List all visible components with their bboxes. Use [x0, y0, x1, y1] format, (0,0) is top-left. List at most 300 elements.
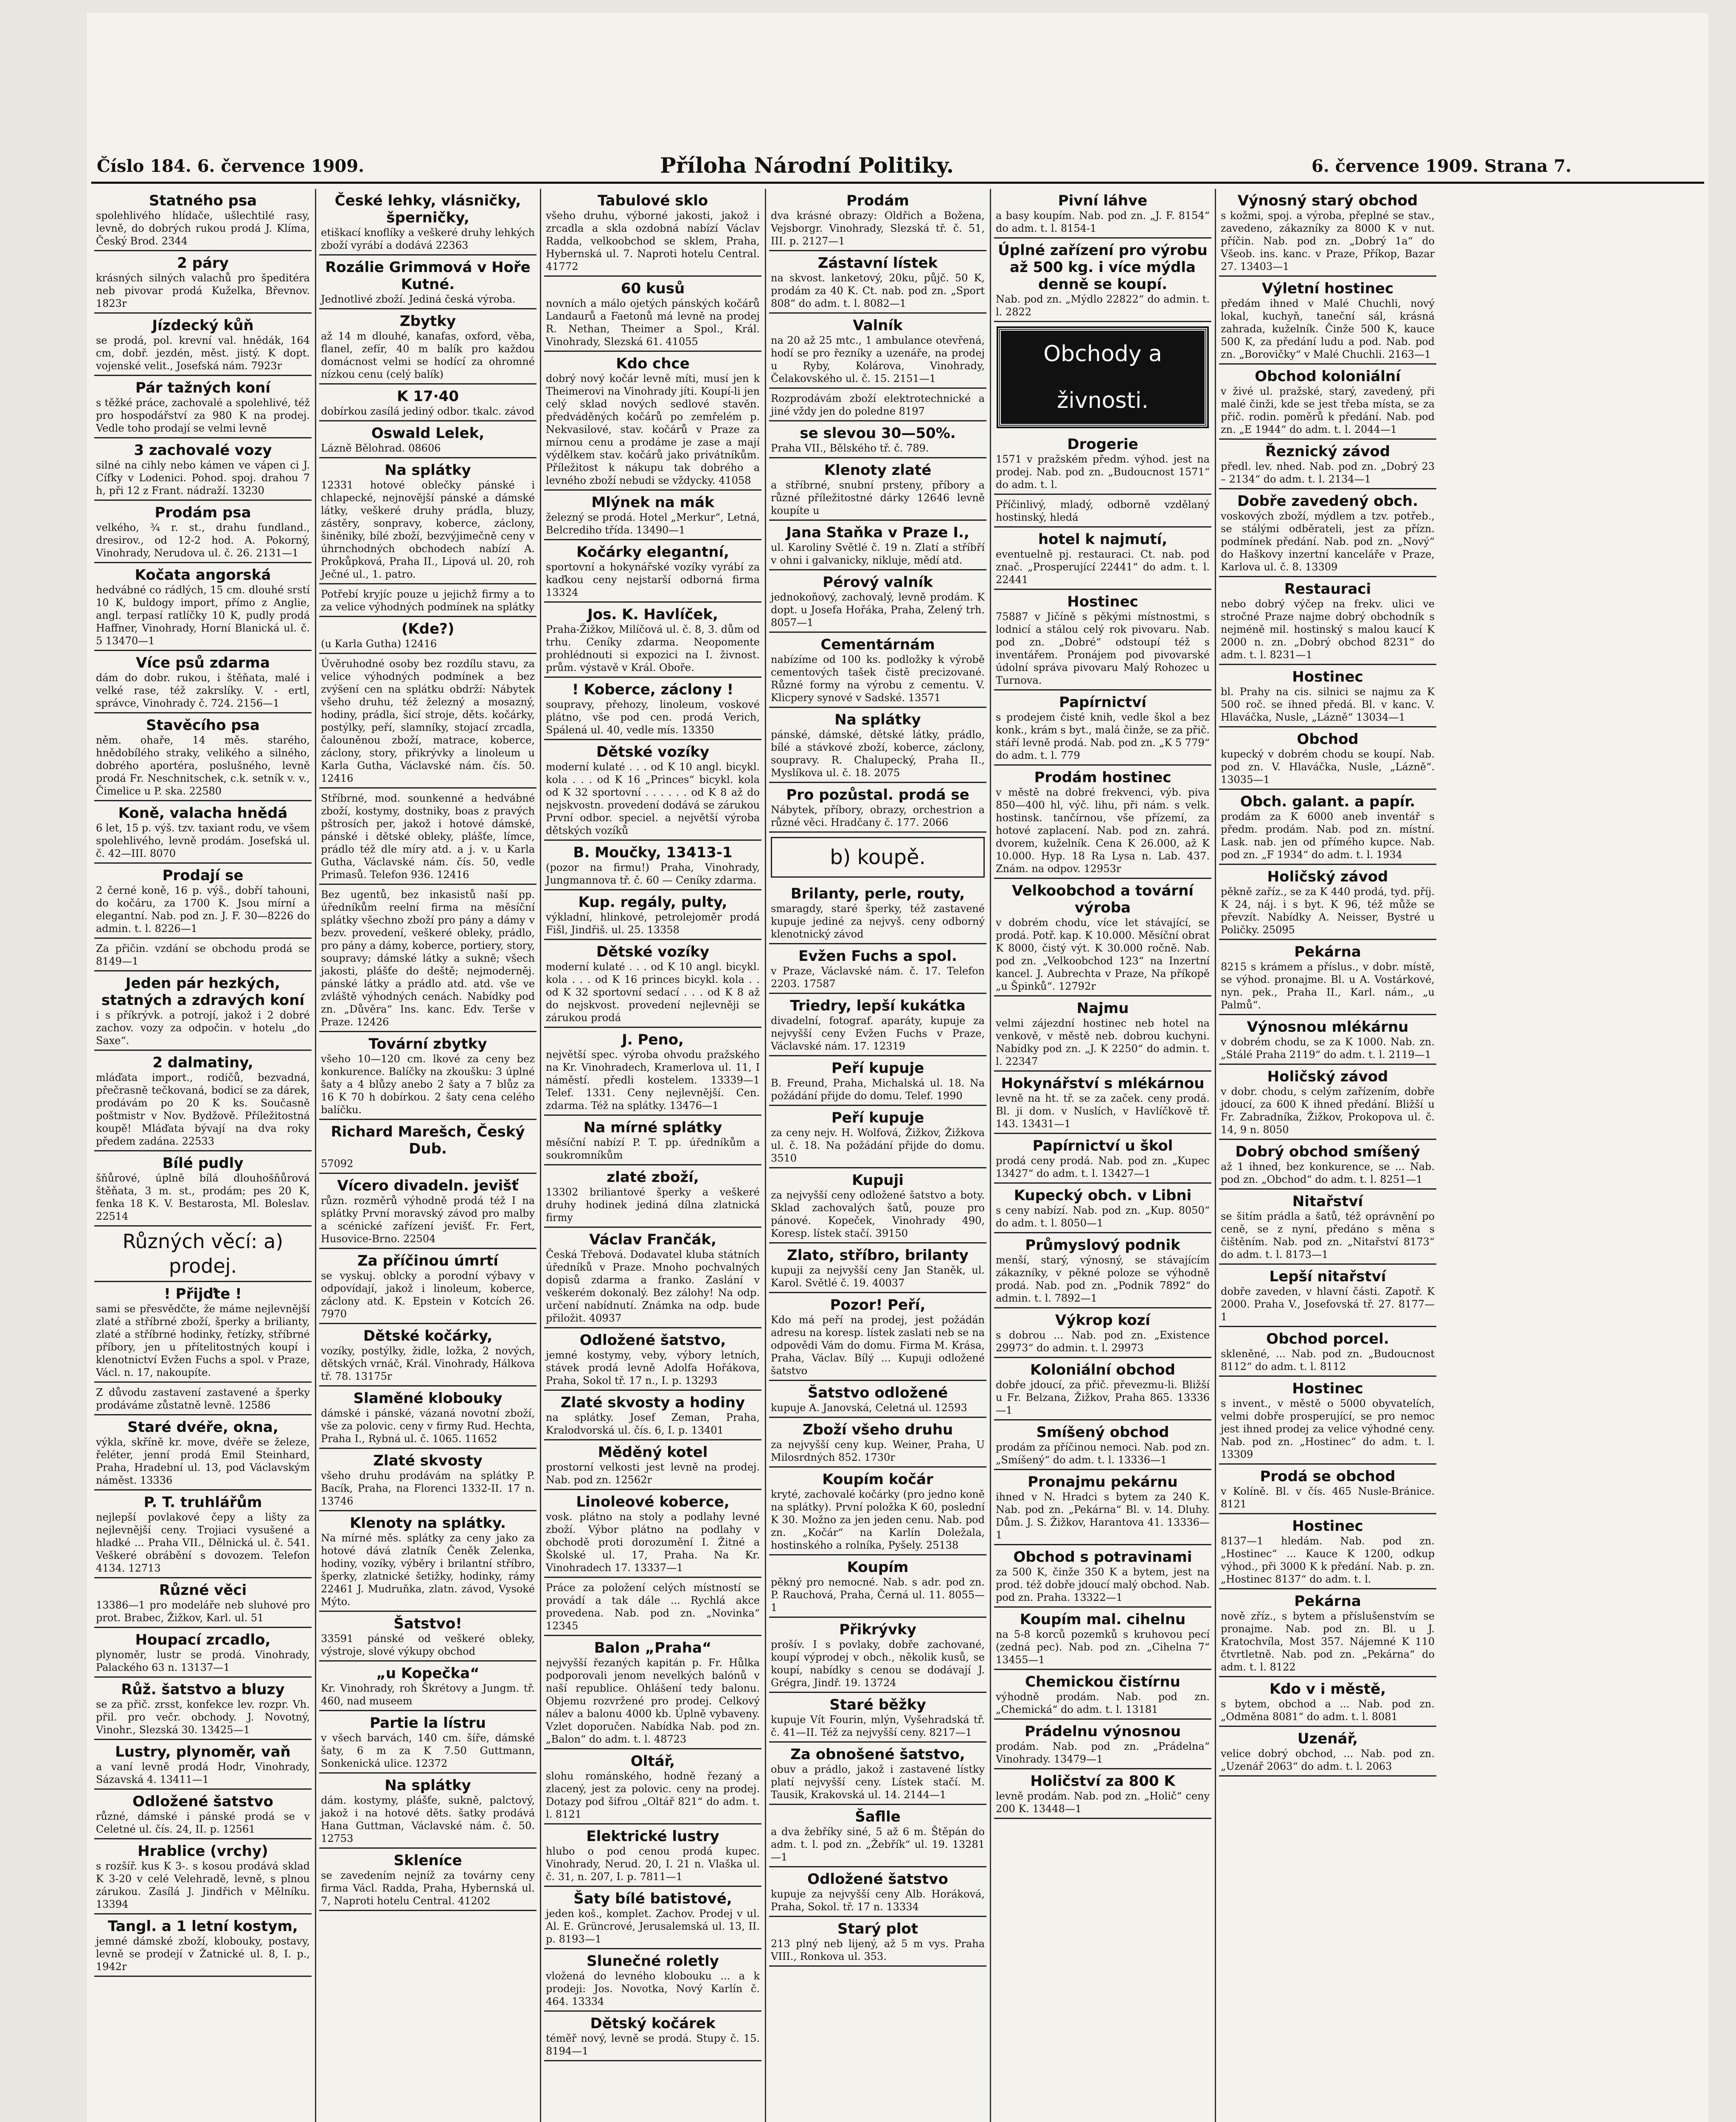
ad-body: všeho 10—120 cm. lkové za ceny bez konkurence. Balíčky na zkoušku: 3 úplné šaty a 4 blůzy anebo 2 šaty a 7 blůz za 16 K 70 h dobírkou. 2 šaty cena celého balíčku.: [321, 1053, 535, 1116]
ad-body: dám. kostymy, plášťe, sukně, palctový, jakož i na hotové děts. šatky prodává Hana Guttman, Václavské nám. č. 50. 12753: [321, 1794, 535, 1844]
ad-headline: Holičský závod: [1267, 868, 1388, 885]
ad-body: etiškací knoflíky a veškeré druhy lehkých zboží vyrábí a dodává 22363: [321, 227, 535, 251]
ad-headline: B. Moučky, 13413-1: [573, 844, 733, 861]
ad-body: všeho druhu prodávám na splátky P. Bacík, Praha, na Florenci 1332-II. 17 n. 13746: [321, 1470, 535, 1507]
ad-headline: Koupím: [847, 1559, 909, 1576]
ad-headline: Holičský závod: [1267, 1068, 1388, 1085]
ad-body: ul. Karoliny Světlé č. 19 n. Zlatí a stříbří v ohni i galvanicky, nikluje, mědí atd.: [771, 542, 985, 566]
ad-headline: Pekárna: [1294, 943, 1361, 960]
ad-headline: Najmu: [1076, 1000, 1129, 1017]
ad-body: měsíční nabízí P. T. pp. úředníkům a soukromníkům: [546, 1137, 760, 1161]
ad-body: jeden koš., komplet. Zachov. Prodej v ul. Al. E. Grüncrové, Jerusalemská ul. 13, II. p. 8193—1: [546, 1908, 760, 1945]
ad-headline: Rozálie Grimmová v Hoře Kutné.: [325, 259, 531, 293]
classified-ad: [769, 994, 986, 1056]
classified-ad: [1219, 489, 1436, 577]
ad-body: s těžké práce, zachovalé a spolehlivé, též pro hospodářství za 980 K na prodej. Vedle toho prodají se velmi levně: [96, 397, 310, 434]
ad-headline: Valník: [853, 317, 903, 334]
classified-ad: [1219, 277, 1436, 365]
ad-body: se vyskuj. oblcky a porodní výbavy v odpovídají, jakož i linoleum, koberce, záclony atd. K. Epstein v Kotcích 26. 7970: [321, 1270, 535, 1320]
classified-ad: [94, 1151, 312, 1227]
classified-ad: [1219, 865, 1436, 940]
classified-ad: [319, 421, 537, 458]
ad-headline: Kupecký obch. v Libni: [1014, 1187, 1192, 1204]
ad-body: v dobrém chodu, více let stávající, se prodá. Potř. kap. K 10.000. Měsíční obrat K 8000, čistý výt. K 30.000 ročně. Nab. pod zn. „Velkoobchod 123“ na Inzertní kancel. J. Aubrechta v Praze, Na příkopě „u Špinků“. 12792r: [996, 917, 1210, 992]
ad-headline: Jeden pár hezkých, statných a zdravých koní: [101, 975, 305, 1009]
ad-body: až 14 m dlouhé, kanafas, oxford, věba, flanel, zefír, 40 m balík pro každou domácnost velmi se hodící za ohromné nízkou cenu (celý balík): [321, 330, 535, 380]
ad-body: železný se prodá. Hotel „Merkur“, Letná, Belcrediho třída. 13490—1: [546, 511, 760, 536]
section-banner: Obchody a živnosti.: [998, 328, 1207, 427]
ad-headline: Růž. šatstvo a bluzy: [121, 1681, 285, 1698]
classified-ad: [319, 255, 537, 309]
classified-ad: [769, 251, 986, 314]
ad-body: dva krásné obrazy: Oldřich a Božena, Vejsborgr. Vinohrady, Slezská tř. č. 51, III. p. 2127—1: [771, 210, 985, 247]
classified-ad: [994, 1720, 1211, 1769]
classified-ad: [94, 651, 312, 713]
ad-body: 1571 v pražském předm. výhod. jest na prodej. Nab. pod zn. „Budoucnost 1571“ do adm. t. l.: [996, 453, 1210, 491]
ad-headline: Chemickou čistírnu: [1025, 1673, 1180, 1690]
ad-body: se zavedením nejníž za továrny ceny firma Václ. Radda, Praha, Hybernská ul. 7, Naproti hotelu Central. 41202: [321, 1869, 535, 1907]
ad-body: Kdo má peří na prodej, jest požádán adresu na koresp. lístek zaslati neb se na odpovědi Vám do domu. Firma M. Krása, Praha, Václav. Bílý ... Kupuji odložené šatstvo: [771, 1314, 985, 1377]
classified-ad: [319, 1387, 537, 1449]
ad-body: 8215 s krámem a příslus., v dobr. místě, se výhod. pronajme. Bl. u A. Vostárkové, nyn. pek., Praha II., Karl. nám., „u Palmů“.: [1221, 961, 1435, 1011]
classified-ad: [94, 1051, 312, 1151]
ad-body: obuv a prádlo, jakož i zastavené lístky platí nejvyšší ceny. Lístek stačí. M. Tausik, Krakovská ul. 14. 2144—1: [771, 1763, 985, 1801]
ad-headline: Prodám: [846, 192, 909, 209]
ad-body: ihned v N. Hradci s bytem za 240 K. Nab. pod zn. „Pekárna“ Bl. v. 14. Dluhy. Dům. J. S. Žižkov, Harantova 41. 13336—1: [996, 1491, 1210, 1541]
classified-ad: [994, 590, 1211, 690]
ad-body: až 1 ihned, bez konkurence, se ... Nab. pod zn. „Obchod“ do adm. t. l. 8251—1: [1221, 1161, 1435, 1185]
column-divider: [315, 189, 316, 2122]
ad-headline: Balon „Praha“: [594, 1639, 712, 1656]
ad-body: voskových zboží, mýdlem a tzv. potřeb., se stálými odběrateli, jest za přízn. podmínek předání. Nab. pod zn. „Nový“ do Haškovy inzertní kanceláře v Praze, Karlova ul. č. 8. 13309: [1221, 510, 1435, 573]
ad-headline: Staré dvéře, okna,: [127, 1419, 278, 1436]
ad-headline: Zlato, stříbro, brilanty: [787, 1247, 969, 1264]
ad-body: sportovní a hokynářské vozíky vyrábí za kaďkou ceny nejstarší odborná firma 13324: [546, 561, 760, 598]
classified-ad: [769, 1106, 986, 1168]
classified-ad: [319, 309, 537, 385]
classified-ad: [94, 563, 312, 651]
ad-body: Kr. Vinohrady, roh Škrétovy a Jungm. tř. 460, nad museem: [321, 1682, 535, 1707]
ad-body: kryté, zachovalé kočárky (pro jedno koně na splátky). První položka K 60, poslední K 30. Možno za jen jeden cenu. Nab. pod zn. „Kočár“ na Karlín Doležala, hostinského a rolníka, Pyšely. 25138: [771, 1488, 985, 1551]
ad-body: velice dobrý obchod, ... Nab. pod zn. „Uzenář 2063“ do adm. t. l. 2063: [1221, 1748, 1435, 1772]
ad-body: pěkně zaříz., se za K 440 prodá, tyd. příj. K 24, náj. i s byt. K 96, též může se převzít. Nabídky A. Neisser, Bystré u Poličky. 25095: [1221, 886, 1435, 936]
ad-headline: 2 dalmatiny,: [152, 1054, 253, 1071]
ad-body: prostorní velkosti jest levně na prodej. Nab. pod zn. 12562r: [546, 1461, 760, 1486]
section-heading: Různých věcí: a) prodej.: [94, 1227, 312, 1282]
ad-body: velkého, ¾ r. st., drahu fundland., dresirov., od 12-2 hod. A. Pokorný, Vinohrady, Nerudova ul. č. 26. 2131—1: [96, 522, 310, 559]
ad-headline: Úplné zařízení pro výrobu až 500 kg. i více mýdla denně se koupí.: [998, 242, 1208, 293]
ad-body: 75887 v Jičíně s pěkými místnostmi, s lodnicí a stálou celý rok pivovaru. Nab. pod zn. „Dobré“ odstoupí též s inventářem. Pronájem pod pivovarské údolní správa pivovaru Malý Rohozec u Turnova.: [996, 611, 1210, 686]
ad-headline: Pár tažných koní: [135, 379, 271, 396]
ad-headline: Přikrývky: [839, 1621, 916, 1638]
ad-body: hlubo o pod cenou prodá kupec. Vinohrady, Nerud. 20, I. 21 n. Vlaška ul. č. 31, n. 207, I. p. 7811—1: [546, 1845, 760, 1883]
ad-headline: Dětský kočárek: [590, 2015, 716, 2032]
ad-body: bl. Prahy na cis. silnici se najmu za K 500 roč. se ihned předá. Bl. v kanc. V. Hlaváčka, Nusle, „Lázně“ 13034—1: [1221, 686, 1435, 723]
classified-ad: [769, 1418, 986, 1468]
ad-body: nabízíme od 100 ks. podložky k výrobě cementových tašek čistě precizované. Různé formy na výrobu z cementu. V. Klicpery synové v Sadské. 13571: [771, 654, 985, 704]
ad-body: v Praze, Václavské nám. č. 17. Telefon 2203. 17587: [771, 965, 985, 990]
ad-body: předl. lev. nhed. Nab. pod zn. „Dobrý 23 – 2134“ do adm. t. l. 2134—1: [1221, 460, 1435, 485]
ad-body: B. Freund, Praha, Michalská ul. 18. Na požádání přijde do domu. Telef. 1990: [771, 1077, 985, 1102]
classified-ad: [544, 1887, 761, 1949]
classified-ad: [1219, 1190, 1436, 1265]
classified-ad: [94, 1578, 312, 1628]
classified-ad: [319, 1511, 537, 1612]
ad-headline: Uzenář,: [1297, 1730, 1358, 1747]
ad-headline: Koloniální obchod: [1030, 1361, 1176, 1378]
ad-headline: Houpací zrcadlo,: [135, 1631, 271, 1648]
classified-ad: [1219, 365, 1436, 440]
ad-headline: Obchod: [1297, 731, 1359, 748]
classified-ad: [769, 633, 986, 708]
ad-headline: Slunečné roletly: [587, 1953, 719, 1970]
ad-headline: „u Kopečka“: [376, 1665, 480, 1682]
ad-headline: Peří kupuje: [831, 1109, 924, 1126]
ad-headline: Jana Staňka v Praze I.,: [786, 524, 969, 541]
classified-ad: [769, 1867, 986, 1917]
ad-body: s dobrou ... Nab. pod zn. „Existence 29973“ do admin. t. l. 29973: [996, 1329, 1210, 1354]
classified-ad: [544, 1578, 761, 1636]
ad-body: Česká Třebová. Dodavatel kluba státních úředníků v Praze. Mnoho pochvalných dopisů zdarma a franko. Zaslání v veškerém dokonalý. Bez zálohy! Na odp. určení nabídnutí. Známka na odp. bude přiložit. 40937: [546, 1249, 760, 1324]
ad-headline: 2 páry: [177, 255, 229, 272]
ad-body: největší spec. výroba ohvodu pražského na Kr. Vinohradech, Kramerlova ul. 11, I náměstí. předli kostelem. 13339—1 Telef. 1331. Ceny nejlevnější. Cen. zdarma. Též na splátky. 13476—1: [546, 1049, 760, 1112]
classified-ad: [1219, 1727, 1436, 1777]
classified-ad: [319, 189, 537, 255]
ad-headline: Tangl. a 1 letní kostym,: [108, 1918, 298, 1935]
classified-ad: [1219, 1514, 1436, 1589]
ad-headline: Hostinec: [1292, 668, 1363, 685]
classified-ad: [544, 1949, 761, 2012]
classified-ad: [544, 2012, 761, 2061]
classified-ad: [544, 1228, 761, 1328]
ad-headline: Průmyslový podnik: [1025, 1237, 1180, 1254]
ad-headline: Klenoty zlaté: [824, 462, 932, 479]
ad-body: divadelní, fotograf. aparáty, kupuje za nejvyšší ceny Evžen Fuchs v Praze, Václavské nám. 17. 12319: [771, 1015, 985, 1052]
ad-headline: Kočárky elegantní,: [576, 544, 729, 561]
classified-ad: [1219, 189, 1436, 277]
ad-headline: Peří kupuje: [831, 1060, 924, 1077]
classified-ad: [1219, 1465, 1436, 1514]
classified-ad: [544, 1636, 761, 1749]
classified-ad: [544, 1440, 761, 1490]
classified-ad: [994, 432, 1211, 495]
ad-body: se za přič. zrsst, konfekce lev. rozpr. Vh. přil. pro večr. obchody. J. Novotný, Vinohr., Slezská 30. 13425—1: [96, 1698, 310, 1736]
ad-headline: Papírnictví u škol: [1032, 1137, 1173, 1154]
classified-ad: [994, 1608, 1211, 1670]
ad-body: v městě na dobré frekvenci, výb. piva 850—400 hl, výč. lihu, při nám. s velk. hostinsk. tančírnou, vše přízemí, za hotové zaplacení. Nab. pod zn. zahrá. dvorem, kuželník. Cena K 26.000, až K 10.000. Hyp. 18 Ra Lysa n. Lab. 437. Znám. na odpov. 12953r: [996, 786, 1210, 875]
classified-ad: [769, 189, 986, 251]
classified-ad: [544, 841, 761, 890]
classified-ad: [769, 1468, 986, 1555]
classified-ad: [769, 389, 986, 421]
ad-headline: Šaflle: [855, 1808, 901, 1825]
ad-body: se šitím prádla a šatů, též oprávnění po ceně, se z nyní, předáno s měna s čištěním. Nab. pod zn. „Nitařství 8173“ do adm. t. l. 8173—1: [1221, 1210, 1435, 1260]
ad-headline: Prodám hostinec: [1034, 769, 1171, 786]
classified-ad: [1219, 665, 1436, 727]
classified-ad: [994, 1308, 1211, 1358]
classified-ad: [994, 1769, 1211, 1819]
ad-body: kupuje Vít Fourin, mlýn, Vyšehradská tř. č. 41—II. Též za nejvyšší ceny. 8217—1: [771, 1714, 985, 1738]
ad-headline: Hrablice (vrchy): [138, 1843, 268, 1860]
ad-body: novních a málo ojetých pánských kočárů Landaurů a Faetonů má levně na prodej R. Nethan, Theimer a Spol., Král. Vinohrady, Slezská 61. 41055: [546, 298, 760, 348]
classified-ad: [769, 570, 986, 633]
classified-ad: [994, 1420, 1211, 1470]
ad-headline: Partie la lístru: [370, 1715, 486, 1732]
classified-ad: [94, 1914, 312, 1977]
ad-body: slohu románského, hodně řezaný a zlacený, jest za polovic. ceny na prodej. Dotazy pod šifrou „Oltář 821“ do adm. t. l. 8121: [546, 1770, 760, 1820]
ad-headline: Václav Frančák,: [589, 1231, 716, 1248]
ad-body: s prodejem čisté knih, vedle škol a bez konk., krám s byt., malá činže, se za přič. stáří levně prodá. Nab. pod zn. „K 5 779“ do adm. t. l. 779: [996, 711, 1210, 761]
classified-ad: [769, 1243, 986, 1293]
classified-ad: [544, 890, 761, 940]
ad-headline: ! Přijďte !: [164, 1286, 242, 1302]
classified-ad: [994, 1670, 1211, 1720]
classified-ad: [319, 1849, 537, 1911]
ad-headline: Vícero divadeln. jevišť: [337, 1177, 519, 1194]
ad-body: Práce za položení celých místností se provádí a tak dále ... Rychlá akce provedena. Nab. pod zn. „Novinka“ 12345: [546, 1582, 760, 1632]
ad-body: Příčinlivý, mladý, odborně vzdělaný hostinský, hledá: [996, 499, 1210, 523]
classified-ad: [1219, 1140, 1436, 1190]
classified-ad: [319, 1032, 537, 1120]
ad-headline: Dobrý obchod smíšený: [1235, 1143, 1420, 1160]
ad-headline: Papírnictví: [1059, 694, 1146, 711]
ad-headline: Prodám psa: [154, 504, 251, 521]
ad-headline: Odložené šatstvo: [807, 1871, 948, 1888]
classified-ad: [319, 1612, 537, 1662]
ad-body: 33591 pánské od veškeré obleky, výstroje, slové výkupy obchod: [321, 1633, 535, 1657]
classified-ad: [769, 882, 986, 944]
ad-headline: Tovární zbytky: [368, 1036, 487, 1053]
classified-ad: [544, 740, 761, 841]
ad-headline: Kočata angorská: [135, 567, 271, 584]
ad-headline: Výkrop kozí: [1055, 1312, 1150, 1329]
ad-headline: Měděný kotel: [598, 1444, 708, 1461]
ad-body: krásných silných valachů pro špeditéra neb pivovar prodá Kuželka, Břevnov. 1823r: [96, 272, 310, 309]
ad-headline: (Kde?): [401, 620, 455, 637]
classified-ad: [319, 1449, 537, 1511]
ad-headline: Smíšený obchod: [1036, 1424, 1169, 1441]
ad-headline: Dětské kočárky,: [363, 1328, 493, 1344]
classified-ad: [1219, 1677, 1436, 1727]
classified-ad: [319, 1711, 537, 1774]
classified-ad: [319, 385, 537, 421]
ad-headline: Pronajmu pekárnu: [1028, 1474, 1178, 1490]
classified-ad: [319, 1120, 537, 1174]
ad-body: 8137—1 hledám. Nab. pod zn. „Hostinec“ ... Kauce K 1200, odkup výhod., při 3000 K k předání. Nab. p. zn. „Hostinec 8137“ do adm. t. l.: [1221, 1535, 1435, 1585]
ad-headline: Dětské vozíky: [596, 943, 710, 960]
ad-body: plynoměr, lustr se prodá. Vinohrady, Palackého 63 n. 13137—1: [96, 1649, 310, 1673]
ad-body: velmi zájezdní hostinec neb hotel na venkově, v městě neb. dobrou kuchyni. Nabídky pod zn. „J. K 2250“ do admin. t. l. 22347: [996, 1017, 1210, 1067]
supplement-title: Příloha Národní Politiky.: [660, 153, 954, 178]
classified-ad: [94, 438, 312, 501]
ad-body: (pozor na firmu!) Praha, Vinohrady, Jungmannova tř. č. 60 — Ceníky zdarma.: [546, 862, 760, 886]
ad-headline: Elektrické lustry: [586, 1828, 719, 1845]
classified-ad: [94, 314, 312, 376]
classified-ad: [1219, 1065, 1436, 1140]
ad-headline: Holičství za 800 K: [1030, 1773, 1175, 1790]
classified-ad: [94, 1490, 312, 1578]
ad-body: moderní kulaté . . . od K 10 angl. bicykl. kola . . . od K 16 „Princes“ bicykl. kola od K 32 sportovní . . . . . . od K 8 až do nejskvostn. provedení dodává se zárukou První odbor. speciel. a největší výroba dětských vozíků: [546, 761, 760, 836]
ad-headline: Triedry, lepší kukátka: [790, 997, 966, 1014]
ad-body: výkla, skříně kr. move, dvéře se železe, řeléter, jenní prodá Emil Steinhard, Praha, Hradební ul. 13, pod Václavským náměst. 13336: [96, 1436, 310, 1486]
ad-body: pěkný pro nemocné. Nab. s adr. pod zn. P. Rauchová, Praha, Černá ul. 11. 8055—1: [771, 1576, 985, 1614]
ad-body: v všech barvách, 140 cm. šíře, dámské šaty, 6 m za K 7.50 Guttmann, Sonkenická ulice. 12372: [321, 1732, 535, 1769]
ad-body: a basy koupím. Nab. pod zn. „J. F. 8154“ do adm. t. l. 8154-1: [996, 210, 1210, 234]
ad-headline: Lustry, plynoměr, vaň: [115, 1743, 291, 1760]
ad-body: dobírkou zasílá jediný odbor. tkalc. závod: [321, 405, 535, 417]
classified-ad: [994, 996, 1211, 1072]
ad-headline: Odložené šatstvo: [132, 1793, 273, 1810]
classified-ad: [994, 189, 1211, 239]
classified-ad: [1219, 940, 1436, 1015]
classified-ad: [994, 1134, 1211, 1184]
column-divider: [540, 189, 541, 2122]
ad-body: vozíky, postýlky, židle, ložka, 2 nových, dětských vrnáč, Král. Vinohrady, Hálkova tř. 78. 13175r: [321, 1345, 535, 1382]
ad-headline: Pozor! Peří,: [830, 1297, 926, 1314]
ad-headline: Kupuji: [852, 1172, 904, 1189]
ad-body: prodám. Nab. pod zn. „Prádelna“ Vinohrady. 13479—1: [996, 1740, 1210, 1765]
ad-headline: Oswald Lelek,: [371, 425, 485, 442]
classified-ad: [319, 1249, 537, 1324]
ad-body: všeho druhu, výborné jakosti, jakož i zrcadla a skla ozdobná nabízí Václav Radda, velkoobchod se sklem, Praha, Hybernská ul. 7. Naproti hotelu Central. 41772: [546, 210, 760, 272]
classified-ad: [769, 944, 986, 994]
classified-ad: [94, 251, 312, 314]
ad-body: za 500 K, činže 350 K a bytem, jest na prod. též dobře jdoucí malý obchod. Nab. pod zn. Praha. 13322—1: [996, 1566, 1210, 1603]
ad-headline: Za obnošené šatstvo,: [790, 1746, 965, 1763]
ad-body: Bez ugentů, bez inkasistů naší pp. úředníkům reelní firma na měsíční splátky všechno zboží pro pány a dámy v bezv. provedení, veškeré obleky, prádlo, pro pány a dámy, koberce, portiery, story, soupravy; dámské látky a sukně; všech jakosti, plášťe do deště; nejmoderněj. pánské látky a prádlo atd. atd. vše ve zvláště výhodných cenách. Nabídky pod zn. „Důvěra“ Ins. kanc. Edv. Terše v Praze. 12426: [321, 889, 535, 1028]
ad-headline: České lehky, vlásničky, šperničky,: [334, 192, 521, 226]
classified-ad: [1219, 577, 1436, 665]
ad-headline: Nitařství: [1292, 1193, 1363, 1210]
classified-ad: [544, 540, 761, 603]
ad-headline: Na splátky: [834, 711, 921, 728]
ad-body: na 20 až 25 mtc., 1 ambulance otevřená, hodí se pro řezníky a uzenáře, na prodej u Ryby, Kolárova, Vinohrady, Čelakovského ul. č. 15. 2151—1: [771, 334, 985, 385]
ad-body: s bytem, obchod a ... Nab. pod zn. „Odměna 8081“ do adm. t. l. 8081: [1221, 1698, 1435, 1723]
ad-body: 13302 briliantové šperky a veškeré druhy hodinek jediná dílna zlatnická firmy: [546, 1186, 760, 1224]
classified-ad: [94, 501, 312, 563]
classified-ad: [994, 495, 1211, 528]
ad-headline: se slevou 30—50%.: [800, 425, 956, 442]
ad-body: 213 plný neb lijený, až 5 m vys. Praha VIII., Ronkova ul. 353.: [771, 1938, 985, 1962]
column-1: [94, 189, 312, 2122]
ad-headline: Pekárna: [1294, 1593, 1361, 1610]
classified-ad: [544, 491, 761, 540]
ad-body: soupravy, přehozy, linoleum, voskové plátno, vše pod cen. prodá Verich, Spálená ul. 40, vedle mís. 13350: [546, 699, 760, 736]
classified-ad: [94, 189, 312, 251]
classified-ad: [544, 1028, 761, 1116]
ad-headline: Výnosný starý obchod: [1237, 192, 1418, 209]
ad-body: 2 černé koně, 16 p. výš., dobří tahouni, do kočáru, za 1700 K. Jsou mírní a elegantní. Nab. pod zn. J. F. 30—8226 do admin. t. l. 8226—1: [96, 884, 310, 935]
ad-body: vosk. plátno na stoly a podlahy levné zboží. Výbor plátno na podlahy v obchodě proti dorozumění I. Žitné a Školské ul. 17, Praha. Na Kr. Vinohradech 17. 13337—1: [546, 1511, 760, 1574]
ad-headline: Různé věci: [159, 1582, 247, 1599]
ad-body: s invent., v městě o 5000 obyvatelích, velmi dobře prosperující, se pro nemoc jest ihned prodej za velice výhodné ceny. Nab. pod zn. „Hostinec“ do adm. t. l. 13309: [1221, 1398, 1435, 1460]
issue-number-date: Číslo 184. 6. července 1909.: [97, 156, 365, 176]
ad-body: výhodně prodám. Nab. pod zn. „Chemická“ do adm. t. l. 13181: [996, 1691, 1210, 1715]
ad-headline: Richard Marešch, Český Dub.: [331, 1123, 525, 1157]
ad-body: dámské i pánské, vázaná novotní zboží, vše za polovic. ceny v firmy Rud. Hechta, Praha I., Rybná ul. č. 1065. 11652: [321, 1407, 535, 1445]
column-3: [544, 189, 761, 2122]
classified-ad: [1219, 1589, 1436, 1677]
ad-headline: Lepší nitařství: [1269, 1268, 1386, 1285]
ad-body: s rozšíř. kus K 3-. s kosou prodává sklad K 3-20 v celé Velehradě, levně, s plnou zárukou. Zasílá J. Jindřich v Mělníku. 13394: [96, 1860, 310, 1910]
ad-body: prodám za K 6000 aneb inventář s předm. prodám. Nab. pod zn. místní. Lask. nab. jen od přímého kupce. Nab. pod zn. „F 1934“ do adm. t. l. 1934: [1221, 811, 1435, 861]
ad-headline: Odložené šatstvo,: [579, 1332, 726, 1349]
classified-ad: [94, 1740, 312, 1790]
ad-headline: Šaty bílé batistové,: [573, 1890, 732, 1907]
ad-body: dobře jdoucí, za přič. převezmu-li. Bližší u Fr. Belzana, Žižkov, Praha 865. 13336—1: [996, 1379, 1210, 1416]
ad-headline: Starý plot: [837, 1920, 919, 1937]
classified-ad: [94, 1628, 312, 1678]
ad-body: jemné dámské zboží, klobouky, postavy, levně se prodejí v Žatnické ul. 8, I. p., 1942r: [96, 1935, 310, 1973]
classified-ad: [994, 690, 1211, 766]
ad-headline: Hostinec: [1292, 1380, 1363, 1397]
ad-headline: Obchod koloniální: [1255, 368, 1401, 385]
classified-ad: [319, 1174, 537, 1249]
ad-body: kupuje A. Janovská, Celetná ul. 12593: [771, 1402, 967, 1414]
ad-body: jemné kostymy, veby, výbory letních, stávek prodá levně Adolfa Hořákova, Praha, Sokol tř. 17 n., I. p. 13293: [546, 1349, 760, 1387]
ad-headline: Kdo v i městě,: [1269, 1681, 1386, 1698]
ad-headline: Řeznický závod: [1265, 443, 1390, 460]
ad-headline: Šatstvo odložené: [807, 1384, 948, 1401]
ad-body: eventuelně pj. restauraci. Ct. nab. pod znač. „Prosperující 22441“ do adm. t. l. 22441: [996, 548, 1210, 586]
ad-body: levně prodám. Nab. pod zn. „Holič“ ceny 200 K. 13448—1: [996, 1790, 1210, 1815]
ad-headline: K 17·40: [397, 388, 459, 405]
classified-ad: [319, 1324, 537, 1387]
ad-body: menší, starý, výnosný, se stávajícím zákazníky, v pěkné poloze se výhodně prodá. Nab. pod zn. „Podnik 7892“ do admin. t. l. 7892—1: [996, 1254, 1210, 1304]
ad-headline: Slaměné klobouky: [353, 1390, 503, 1407]
ad-headline: Staré běžky: [829, 1696, 926, 1713]
ad-headline: Zástavní lístek: [817, 255, 938, 272]
ad-body: v Kolíně. Bl. v čís. 465 Nusle-Bránice. 8121: [1221, 1485, 1435, 1510]
ad-body: a stříbrné, snubní prsteny, příbory a různé příležitostné dárky 12646 levně koupíte u: [771, 479, 985, 516]
classified-ad: [994, 1233, 1211, 1308]
ad-body: s kožmi, spoj. a výroba, přeplné se stav., zavedeno, zákazníky za 8000 K v nut. příčin. Nab. pod zn. „Dobrý 1a“ do Všeob. ins. kanc. v Praze, Příkop, Bazar 27. 13403—1: [1221, 210, 1435, 272]
column-divider: [990, 189, 991, 2122]
classified-ad: [94, 376, 312, 438]
ad-body: a vaní levně prodá Hodr, Vinohrady, Sázavská 4. 13411—1: [96, 1761, 310, 1785]
classified-ad: [544, 603, 761, 678]
column-divider: [765, 189, 766, 2122]
ad-headline: Zboží všeho druhu: [802, 1421, 953, 1438]
ad-body: jednokoňový, zachovalý, levně prodám. K dopt. u Josefa Hořáka, Praha, Zelený trh. 8057—1: [771, 591, 985, 629]
classified-ad: [544, 352, 761, 491]
ad-headline: Pro pozůstal. prodá se: [786, 786, 969, 803]
classified-ad: [319, 1774, 537, 1849]
ad-body: Praha-Žižkov, Milíčová ul. č. 8, 3. dům od trhu. Ceníky zdarma. Neopomente prohlédnouti si expozici na I. živnost. prům. výstavě v Král. Oboře.: [546, 623, 760, 674]
classified-ad: [94, 1790, 312, 1839]
ad-headline: Bílé pudly: [162, 1155, 244, 1172]
classified-ad: [1219, 1327, 1436, 1377]
ad-headline: Kup. regály, pulty,: [578, 894, 728, 911]
classified-ad: [769, 421, 986, 458]
ad-body: různé, dámské i pánské prodá se v Celetné ul. čís. 24, II. p. 12561: [96, 1810, 310, 1835]
ad-headline: Zbytky: [399, 313, 456, 330]
classified-ad: [544, 277, 761, 352]
classified-ad: [769, 1381, 986, 1418]
ad-body: Jednotlivé zboží. Jediná česká výroba.: [321, 293, 516, 305]
ad-headline: Na splátky: [385, 462, 471, 479]
classified-ad: [769, 1168, 986, 1243]
ad-body: téměř nový, levně se prodá. Stupy č. 15. 8194—1: [546, 2032, 760, 2057]
ad-headline: Prodá se obchod: [1260, 1468, 1396, 1485]
ad-body: vložená do levného klobouku ... a k prodeji: Jos. Novotka, Nový Karlín č. 464. 13334: [546, 1970, 760, 2007]
ad-body: 57092: [321, 1158, 354, 1170]
classified-ad: [994, 1184, 1211, 1233]
ad-headline: Drogerie: [1067, 436, 1138, 453]
ad-body: v dobr. chodu, s celým zařízením, dobře jdoucí, za 600 K ihned předání. Bližší u Fr. Zabradníka, Žižkov, Prokopova ul. č. 14, 9 n. 8050: [1221, 1086, 1435, 1136]
ad-headline: Hostinec: [1067, 593, 1138, 610]
ad-body: Nab. pod zn. „Mýdlo 22822“ do admin. t. l. 2822: [996, 293, 1210, 318]
